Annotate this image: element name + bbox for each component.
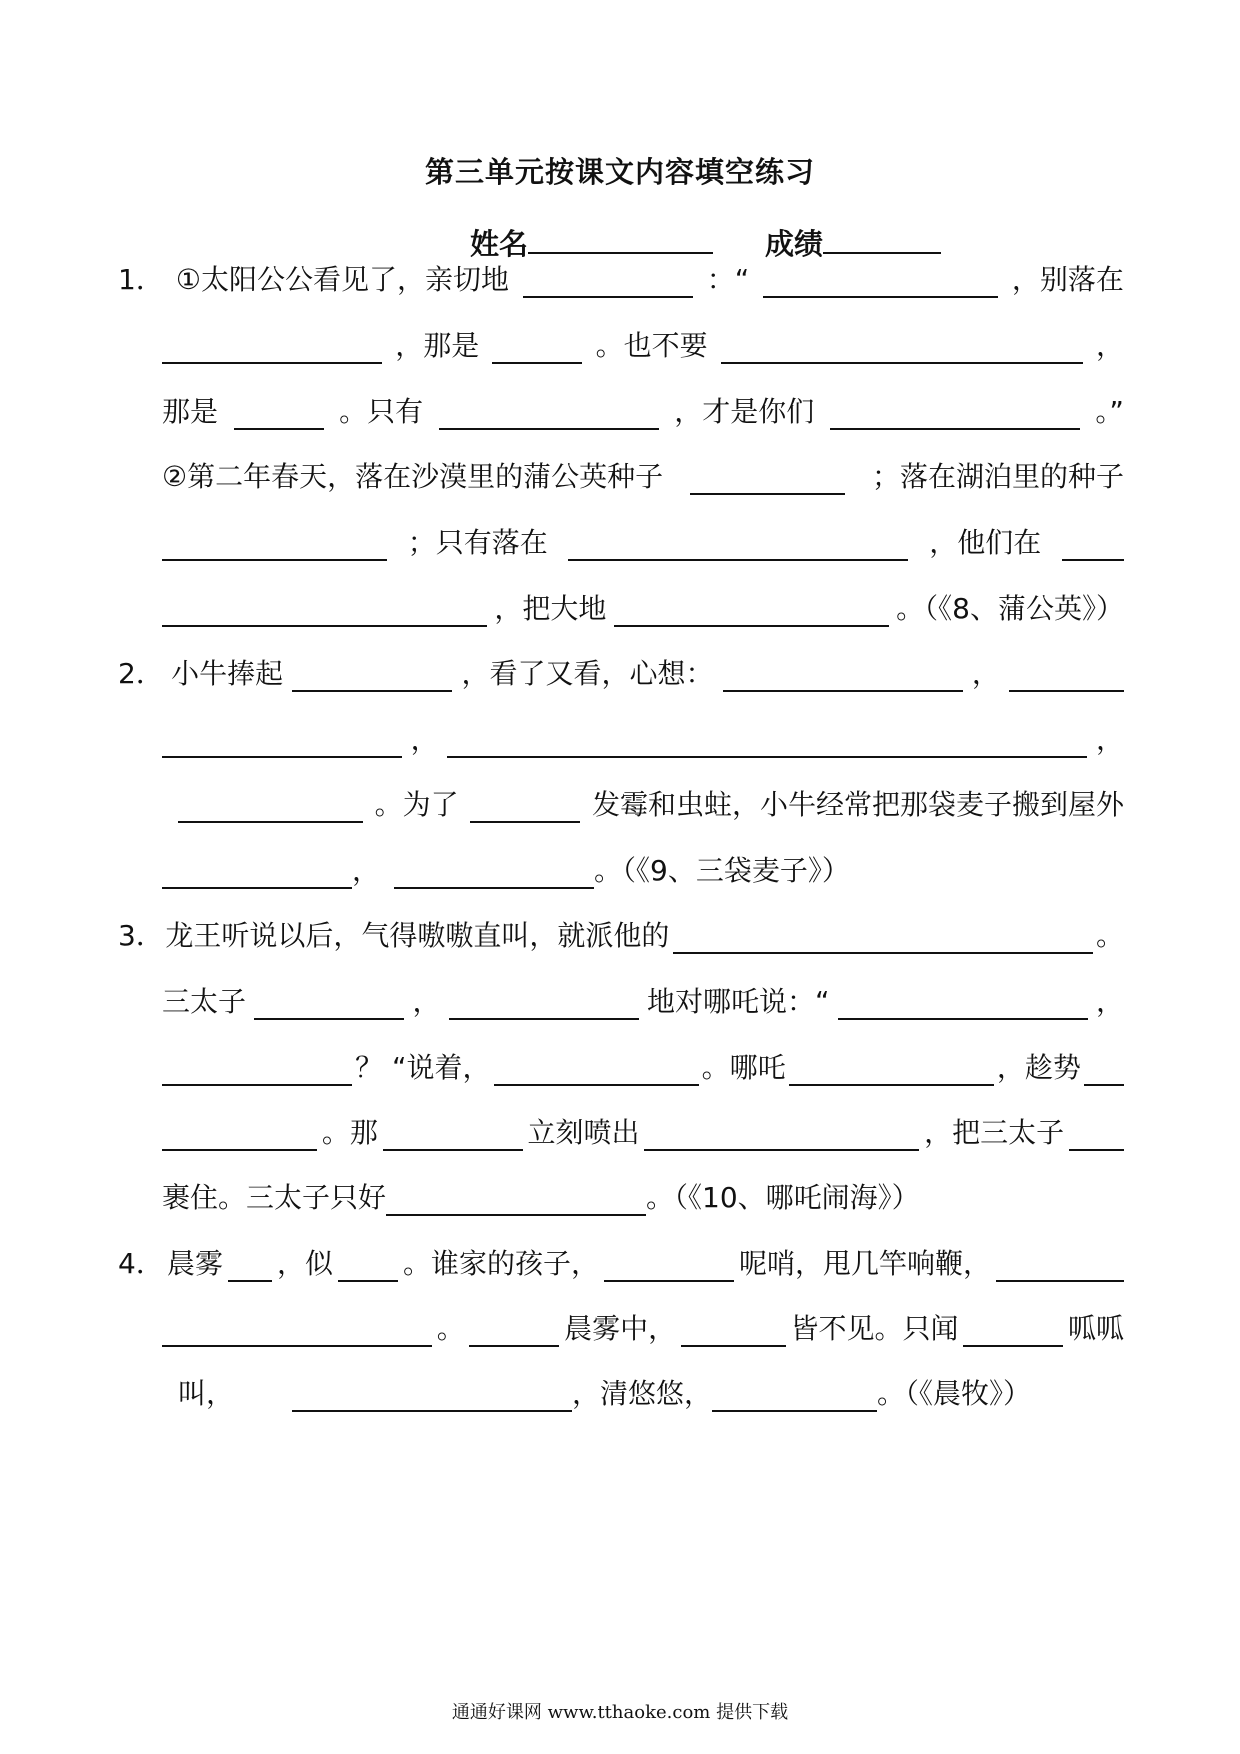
- text-segment: 发霉和虫蛀，小牛经常把那袋麦子搬到屋外: [591, 788, 1124, 821]
- answer-blank[interactable]: [614, 595, 889, 627]
- q1-number: 1．: [118, 263, 164, 296]
- text-segment: ：“: [706, 263, 750, 296]
- answer-blank[interactable]: [386, 1184, 646, 1216]
- text-segment: ，清悠悠，: [572, 1377, 713, 1410]
- answer-blank[interactable]: [162, 857, 352, 889]
- text-segment: ②第二年春天，落在沙漠里的蒲公英种子: [162, 460, 664, 493]
- answer-blank[interactable]: [394, 857, 594, 889]
- text-segment: 裹住。三太子只好: [162, 1181, 387, 1214]
- text-segment: ，趁势: [996, 1051, 1081, 1084]
- answer-blank[interactable]: [644, 1119, 919, 1151]
- text-segment: 叫，: [178, 1377, 235, 1410]
- q2-number: 2．: [118, 657, 164, 690]
- answer-blank[interactable]: [292, 660, 452, 692]
- text-segment: ，把三太子: [924, 1116, 1065, 1149]
- answer-blank[interactable]: [449, 988, 639, 1020]
- text-segment: 。: [436, 1312, 465, 1345]
- text-segment: 。: [1095, 919, 1124, 952]
- answer-blank[interactable]: [470, 791, 580, 823]
- text-segment: ，: [352, 854, 381, 887]
- answer-blank[interactable]: [492, 332, 582, 364]
- answer-blank[interactable]: [162, 1054, 352, 1086]
- answer-blank[interactable]: [447, 726, 1087, 758]
- text-segment: 龙王听说以后，气得嗷嗷直叫，就派他的: [165, 919, 670, 952]
- text-segment: ，: [1095, 985, 1124, 1018]
- text-segment: 。”: [1095, 395, 1124, 428]
- answer-blank[interactable]: [1062, 529, 1124, 561]
- q2-line-3: [178, 783, 1124, 823]
- answer-blank[interactable]: [162, 332, 382, 364]
- answer-blank[interactable]: [763, 266, 998, 298]
- answer-blank[interactable]: [1084, 1054, 1124, 1086]
- answer-blank[interactable]: [523, 266, 693, 298]
- text-segment: 。（《10、哪吒闹海》）: [646, 1181, 920, 1214]
- answer-blank[interactable]: [690, 463, 845, 495]
- text-segment: 。也不要: [595, 329, 708, 362]
- text-segment: 。（《9、三袋麦子》）: [594, 854, 850, 887]
- text-segment: ，他们在: [929, 526, 1042, 559]
- answer-blank[interactable]: [963, 1315, 1063, 1347]
- answer-blank[interactable]: [254, 988, 404, 1020]
- text-segment: ①太阳公公看见了，亲切地: [175, 263, 509, 296]
- q4-line-2: [162, 1307, 1124, 1347]
- q3-line-5: [162, 1176, 1124, 1216]
- text-segment: ；只有落在: [407, 526, 548, 559]
- q4-line-3: [178, 1372, 1124, 1412]
- answer-blank[interactable]: [162, 1119, 317, 1151]
- text-segment: 。那: [321, 1116, 378, 1149]
- q3-number: 3．: [118, 919, 164, 952]
- text-segment: ，: [410, 723, 439, 756]
- page-title: 第三单元按课文内容填空练习: [424, 155, 815, 189]
- score-label: 成绩: [765, 227, 824, 261]
- answer-blank[interactable]: [604, 1250, 734, 1282]
- answer-blank[interactable]: [228, 1250, 272, 1282]
- text-segment: ，看了又看，心想：: [461, 657, 714, 690]
- q3-line-2: [162, 980, 1124, 1020]
- answer-blank[interactable]: [439, 398, 659, 430]
- answer-blank[interactable]: [996, 1250, 1124, 1282]
- q3-line-1: [118, 914, 1124, 954]
- q1-line-1: [118, 258, 1124, 298]
- answer-blank[interactable]: [162, 529, 387, 561]
- q2-line-1: [118, 652, 1124, 692]
- text-segment: 小牛捧起: [171, 657, 284, 690]
- text-segment: 立刻喷出: [527, 1116, 640, 1149]
- answer-blank[interactable]: [721, 332, 1083, 364]
- text-segment: ，: [1095, 723, 1124, 756]
- name-label: 姓名: [470, 227, 529, 261]
- text-segment: 晨雾: [166, 1247, 223, 1280]
- footer-credit: 通通好课网 www.tthaoke.com 提供下载: [451, 1702, 789, 1723]
- text-segment: ，: [1095, 329, 1124, 362]
- text-segment: 地对哪吒说：“: [646, 985, 830, 1018]
- q2-line-2: [162, 718, 1124, 758]
- answer-blank[interactable]: [162, 1315, 432, 1347]
- text-segment: 呱呱: [1067, 1312, 1124, 1345]
- answer-blank[interactable]: [681, 1315, 786, 1347]
- q2-line-4: [162, 849, 1124, 889]
- text-segment: 。为了: [374, 788, 459, 821]
- q3-line-4: [162, 1111, 1124, 1151]
- answer-blank[interactable]: [292, 1380, 572, 1412]
- text-segment: 晨雾中，: [564, 1312, 677, 1345]
- text-segment: ？ “说着，: [355, 1051, 491, 1084]
- answer-blank[interactable]: [1009, 660, 1124, 692]
- q1-line-3: [162, 390, 1124, 430]
- answer-blank[interactable]: [568, 529, 908, 561]
- text-segment: 。（《晨牧》）: [877, 1377, 1032, 1410]
- answer-blank[interactable]: [383, 1119, 523, 1151]
- answer-blank[interactable]: [830, 398, 1080, 430]
- text-segment: ；落在湖泊里的种子: [871, 460, 1124, 493]
- text-segment: ，: [412, 985, 441, 1018]
- text-segment: 。谁家的孩子，: [402, 1247, 599, 1280]
- text-segment: ，把大地: [494, 592, 607, 625]
- text-segment: 。（《8、蒲公英》）: [896, 592, 1124, 625]
- answer-blank[interactable]: [723, 660, 963, 692]
- answer-blank[interactable]: [178, 791, 363, 823]
- student-info-bar: [470, 222, 941, 263]
- text-segment: 皆不见。只闻: [790, 1312, 959, 1345]
- name-blank[interactable]: [528, 222, 713, 254]
- q1-line-5: [162, 521, 1124, 561]
- answer-blank[interactable]: [234, 398, 324, 430]
- text-segment: 。只有: [339, 395, 424, 428]
- text-segment: 那是: [162, 395, 219, 428]
- answer-blank[interactable]: [494, 1054, 699, 1086]
- answer-blank[interactable]: [469, 1315, 559, 1347]
- answer-blank[interactable]: [838, 988, 1088, 1020]
- text-segment: ，: [971, 657, 1000, 690]
- text-segment: 三太子: [162, 985, 247, 1018]
- answer-blank[interactable]: [162, 726, 402, 758]
- text-segment: ，那是: [395, 329, 480, 362]
- q1-line-6: [162, 587, 1124, 627]
- score-blank[interactable]: [823, 222, 941, 254]
- q4-line-1: [118, 1242, 1124, 1282]
- answer-blank[interactable]: [1069, 1119, 1124, 1151]
- q3-line-3: [162, 1046, 1124, 1086]
- answer-blank[interactable]: [338, 1250, 398, 1282]
- answer-blank[interactable]: [673, 922, 1093, 954]
- answer-blank[interactable]: [789, 1054, 994, 1086]
- text-segment: ，似: [276, 1247, 333, 1280]
- answer-blank[interactable]: [162, 595, 487, 627]
- answer-blank[interactable]: [712, 1380, 877, 1412]
- q4-number: 4．: [118, 1247, 164, 1280]
- text-segment: ，别落在: [1011, 263, 1124, 296]
- text-segment: 呢哨，甩几竿响鞭，: [738, 1247, 991, 1280]
- text-segment: 。哪吒: [701, 1051, 786, 1084]
- q1-line-2: [162, 324, 1124, 364]
- text-segment: ，才是你们: [674, 395, 815, 428]
- q1-line-4: [162, 455, 1124, 495]
